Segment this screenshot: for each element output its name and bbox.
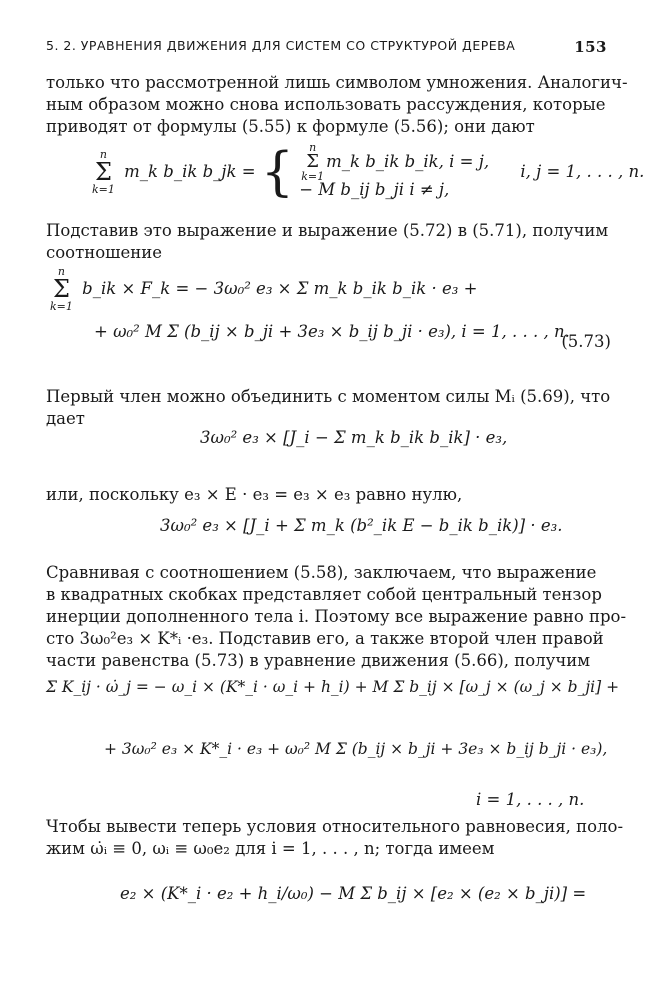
text-line: инерции дополненного тела i. Поэтому все выражение равно про- (46, 607, 627, 626)
text-line: в квадратных скобках представляет собой центральный тензор (46, 585, 602, 604)
text-line: Подставив это выражение и выражение (5.72) в (5.71), получим (46, 221, 609, 240)
equation-text: 3ω₀² e₃ × [J_i + Σ m_k (b²_ik E − b_ik b_ik)] · e₃. (160, 516, 563, 535)
equation-5-line-3 (476, 790, 584, 809)
text-line: ным образом можно снова использовать рассуждения, которые (46, 95, 606, 114)
paragraph-3 (46, 386, 611, 430)
equation-2-line-2 (94, 322, 570, 341)
paragraph-1 (46, 72, 628, 138)
paragraph-5 (46, 562, 627, 672)
index-range: i, j = 1, . . . , n. (520, 162, 645, 181)
case-1: m_k b_ik b_ik, i = j, (326, 152, 490, 171)
equation-text: + 3ω₀² e₃ × K*_i · e₃ + ω₀² M Σ (b_ij × b_ji + 3e₃ × b_ij b_ji · e₃), (104, 740, 608, 758)
equation-text: 3ω₀² e₃ × [J_i − Σ m_k b_ik b_ik] · e₃, (200, 428, 508, 447)
equation-2-line-1 (46, 266, 477, 313)
text-line: или, поскольку e₃ × E · e₃ = e₃ × e₃ равно нулю, (46, 485, 463, 504)
summation: n Σ k=1 (92, 148, 115, 196)
equation-5-line-1 (46, 678, 619, 696)
text-line: части равенства (5.73) в уравнение движения (5.66), получим (46, 651, 591, 670)
running-header (46, 38, 607, 56)
equation-5-line-2 (104, 740, 607, 758)
text-line: сто 3ω₀²e₃ × K*ᵢ ·e₃. Подставив его, а также второй член правой (46, 629, 604, 648)
left-brace: { (260, 142, 294, 203)
text-line: жим ω̇ᵢ ≡ 0, ωᵢ ≡ ω₀e₂ для i = 1, . . . , n; тогда имеем (46, 839, 495, 858)
equation-text: e₂ × (K*_i · e₂ + h_i/ω₀) − M Σ b_ij × [e₂ × (e₂ × b_ji)] = (120, 884, 587, 903)
paragraph-2 (46, 220, 611, 264)
equation-text: Σ K_ij · ω̇_j = − ω_i × (K*_i · ω_i + h_i) + M Σ b_ij × [ω_j × (ω_j × b_ji] + (46, 678, 620, 696)
equation-4 (160, 516, 562, 535)
text-line: соотношение (46, 243, 163, 262)
text-line: только что рассмотренной лишь символом умножения. Аналогич- (46, 73, 628, 92)
paragraph-6 (46, 816, 624, 860)
summation: n Σ k=1 (50, 265, 73, 313)
equation-cases: n Σ k=1 m_k b_ik b_ik, i = j, − M b_ij b_ji i ≠ j, (299, 141, 490, 199)
equation-3 (200, 428, 507, 447)
page-number: 153 (574, 38, 607, 56)
equation-1 (88, 142, 644, 203)
text-line: Чтобы вывести теперь условия относительного равновесия, поло- (46, 817, 624, 836)
equation-lhs: m_k b_ik b_jk = (124, 162, 256, 181)
paragraph-4 (46, 484, 611, 506)
text-line: Первый член можно объединить с моментом силы Mᵢ (5.69), что (46, 387, 611, 406)
equation-number: (5.73) (561, 332, 611, 351)
text-line: приводят от формулы (5.55) к формуле (5.56); они дают (46, 117, 535, 136)
equation-text: b_ik × F_k = − 3ω₀² e₃ × Σ m_k b_ik b_ik · e₃ + (82, 279, 478, 298)
text-line: дает (46, 409, 85, 428)
equation-text: + ω₀² M Σ (b_ij × b_ji + 3e₃ × b_ij b_ji · e₃), i = 1, . . . , n. (94, 322, 570, 341)
equation-text: i = 1, . . . , n. (476, 790, 585, 809)
section-title: 5. 2. УРАВНЕНИЯ ДВИЖЕНИЯ ДЛЯ СИСТЕМ СО СТРУКТУРОЙ ДЕРЕВА (46, 38, 516, 53)
text-line: Сравнивая с соотношением (5.58), заключаем, что выражение (46, 563, 597, 582)
case-2: − M b_ij b_ji i ≠ j, (299, 180, 450, 199)
equation-6 (120, 884, 586, 903)
